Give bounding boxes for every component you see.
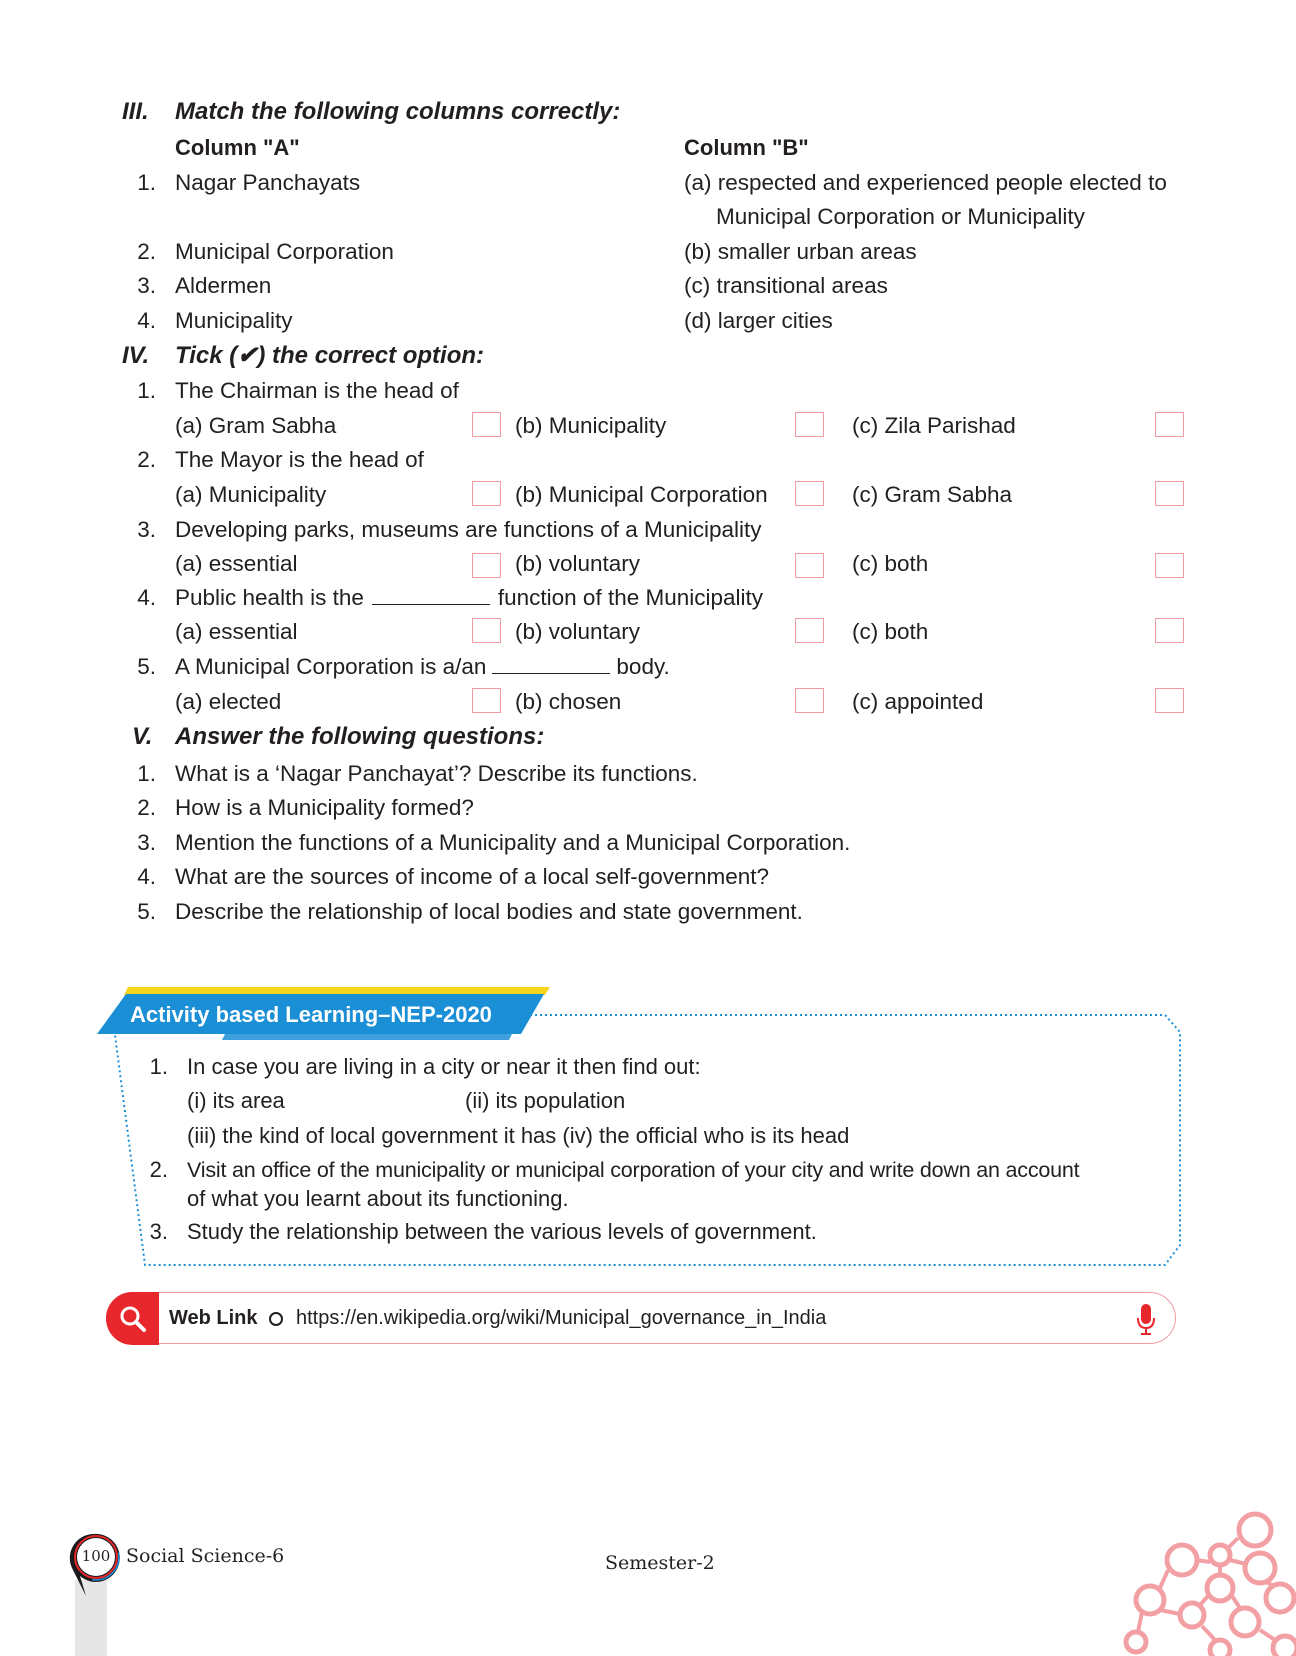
section-5-roman: V.	[132, 723, 153, 750]
question-text: How is a Municipality formed?	[175, 795, 474, 820]
question-text: Developing parks, museums are functions of a Municipality	[175, 517, 762, 542]
search-icon	[106, 1292, 159, 1345]
column-b-header: Column "B"	[684, 135, 809, 160]
bullet-circle-icon	[268, 1311, 284, 1327]
activity-item-cont: of what you learnt about its functioning.	[187, 1186, 569, 1211]
option-a: (a) Municipality	[175, 482, 327, 507]
question-num: 1.	[137, 378, 156, 403]
activity-sub: (i) its area	[187, 1088, 285, 1113]
activity-num: 1.	[149, 1054, 168, 1079]
column-a-header: Column "A"	[175, 135, 300, 160]
match-b-item: Municipal Corporation or Municipality	[716, 204, 1085, 229]
activity-sub: (iii) the kind of local government it has (iv) the official who is its head	[187, 1123, 850, 1148]
weblink-search-tab[interactable]	[106, 1292, 159, 1345]
section-4-roman: IV.	[122, 342, 150, 369]
option-b: (b) voluntary	[515, 551, 641, 576]
match-num: 4.	[137, 308, 156, 333]
question-num: 5.	[137, 899, 156, 924]
activity-num: 3.	[149, 1219, 168, 1244]
weblink-label: Web Link	[169, 1307, 258, 1329]
activity-item: Visit an office of the municipality or municipal corporation of your city and write down an account	[187, 1158, 1080, 1182]
question-pre: A Municipal Corporation is a/an	[175, 654, 487, 679]
option-a: (a) elected	[175, 689, 282, 714]
question-post: body.	[616, 654, 670, 679]
activity-item: Study the relationship between the various levels of government.	[187, 1219, 817, 1244]
question-num: 4.	[137, 864, 156, 889]
question-pre: Public health is the	[175, 585, 364, 610]
match-a-item: Aldermen	[175, 273, 272, 298]
question-text: Describe the relationship of local bodies and state government.	[175, 899, 803, 924]
section-4-heading: Tick (✔) the correct option:	[175, 342, 485, 369]
match-num: 1.	[137, 170, 156, 195]
question-num: 4.	[137, 585, 156, 610]
section-5-heading: Answer the following questions:	[175, 723, 545, 750]
option-a: (a) essential	[175, 551, 298, 576]
question-num: 1.	[137, 761, 156, 786]
option-c: (c) both	[852, 619, 929, 644]
question-text: Mention the functions of a Municipality and a Municipal Corporation.	[175, 830, 851, 855]
question-text: The Mayor is the head of	[175, 447, 424, 472]
activity-title: Activity based Learning–NEP-2020	[130, 1002, 492, 1027]
option-c: (c) Zila Parishad	[852, 413, 1016, 438]
match-b-item: (a) respected and experienced people elected to	[684, 170, 1167, 195]
option-a: (a) Gram Sabha	[175, 413, 337, 438]
question-num: 3.	[137, 830, 156, 855]
footer-book-title: Social Science-6	[126, 1545, 285, 1567]
footer-semester: Semester-2	[605, 1552, 715, 1574]
microphone-icon[interactable]	[1134, 1302, 1158, 1338]
question-text: What are the sources of income of a local self-government?	[175, 864, 770, 889]
section-3-roman: III.	[122, 98, 149, 125]
question-text: The Chairman is the head of	[175, 378, 459, 403]
option-c: (c) both	[852, 551, 929, 576]
match-a-item: Nagar Panchayats	[175, 170, 361, 195]
section-3-heading: Match the following columns correctly:	[175, 98, 621, 125]
option-b: (b) voluntary	[515, 619, 641, 644]
page-number: 100	[81, 1547, 111, 1565]
match-a-item: Municipal Corporation	[175, 239, 394, 264]
question-num: 2.	[137, 795, 156, 820]
activity-sub: (ii) its population	[465, 1088, 626, 1113]
match-a-item: Municipality	[175, 308, 293, 333]
question-num: 3.	[137, 517, 156, 542]
match-b-item: (d) larger cities	[684, 308, 833, 333]
weblink-url[interactable]: https://en.wikipedia.org/wiki/Municipal_governance_in_India	[296, 1307, 827, 1329]
question-num: 2.	[137, 447, 156, 472]
match-num: 3.	[137, 273, 156, 298]
question-post: function of the Municipality	[497, 585, 764, 610]
option-b: (b) chosen	[515, 689, 622, 714]
question-text: What is a ‘Nagar Panchayat’? Describe its functions.	[175, 761, 698, 786]
option-c: (c) Gram Sabha	[852, 482, 1013, 507]
question-num: 5.	[137, 654, 156, 679]
option-b: (b) Municipal Corporation	[515, 482, 768, 507]
match-b-item: (b) smaller urban areas	[684, 239, 917, 264]
option-c: (c) appointed	[852, 689, 984, 714]
activity-item: In case you are living in a city or near it then find out:	[187, 1054, 701, 1079]
option-b: (b) Municipality	[515, 413, 667, 438]
activity-num: 2.	[149, 1157, 168, 1182]
match-num: 2.	[137, 239, 156, 264]
match-b-item: (c) transitional areas	[684, 273, 888, 298]
decorative-circles	[1120, 1500, 1296, 1656]
option-a: (a) essential	[175, 619, 298, 644]
